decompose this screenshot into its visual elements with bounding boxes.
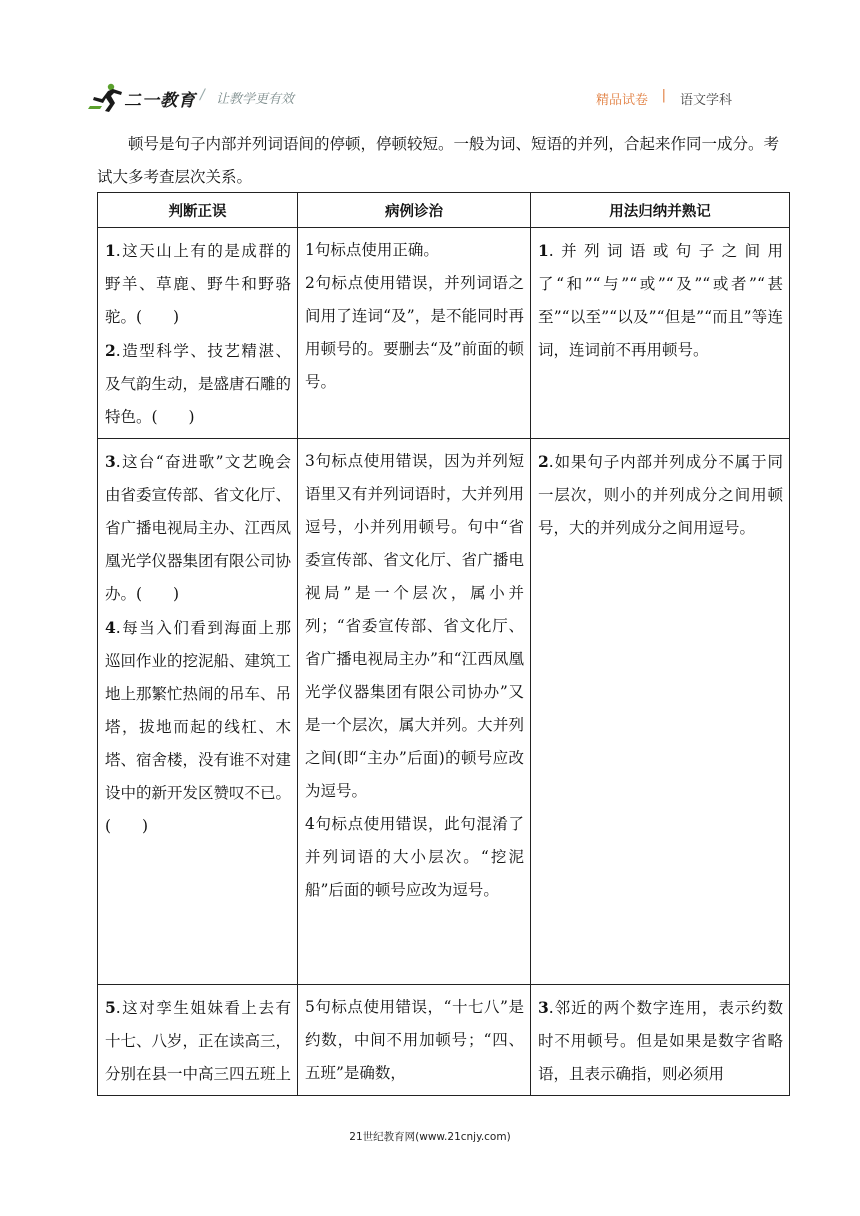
brand-name: 二一教育 xyxy=(124,91,196,111)
table-row xyxy=(98,228,790,439)
judge-item: 3.这台“奋进歌”文艺晚会由省委宣传部、省文化厅、省广播电视局主办、江西凤凰光学仪器集团有限公司协办。( ) xyxy=(105,452,292,603)
judge-item: 5.这对孪生姐妹看上去有十七、八岁，正在读高三，分别在县一中高三四五班上 xyxy=(105,998,292,1083)
judge-item: 1.这天山上有的是成群的野羊、草鹿、野牛和野骆驼。( ) xyxy=(105,241,291,326)
rule-cell xyxy=(531,439,790,985)
diagnosis-cell xyxy=(298,228,531,439)
diagnosis-item: 3句标点使用错误，因为并列短语里又有并列词语时，大并列用逗号，小并列用顿号。句中“省委宣传部、省文化厅、省广播电视局”是一个层次，属小并列；“省委宣传部、省文化厅、省广播电视局主办”和“江西凤凰光学仪器集团有限公司协办”又是一个层次，属大并列。大并列之间(即“主办”后面)的顿号应改为逗号。 xyxy=(305,452,524,800)
runner-logo-icon xyxy=(88,82,126,112)
table-row xyxy=(98,985,790,1096)
category-tag: 精品试卷 xyxy=(595,93,648,108)
tag-separator: | xyxy=(661,88,666,103)
rule-cell xyxy=(531,985,790,1096)
page-footer: 21世纪教育网(www.21cnjy.com) xyxy=(349,1131,511,1143)
rule-cell xyxy=(531,228,790,439)
diagnosis-item: 2句标点使用错误，并列词语之间用了连词“及”，是不能同时再用顿号的。要删去“及”前面的顿号。 xyxy=(305,274,524,391)
judge-item: 2.造型科学、技艺精湛、及气韵生动，是盛唐石雕的特色。( ) xyxy=(105,341,292,426)
page-header xyxy=(88,80,788,116)
diagnosis-item: 5句标点使用错误，“十七八”是约数，中间不用加顿号；“四、五班”是确数， xyxy=(305,998,524,1082)
header-judge: 判断正误 xyxy=(98,193,298,228)
diagnosis-item: 1句标点使用正确。 xyxy=(305,241,439,259)
header-rule: 用法归纳并熟记 xyxy=(531,193,790,228)
table-row xyxy=(98,439,790,985)
header-diagnosis: 病例诊治 xyxy=(298,193,531,228)
rule-item: 3.邻近的两个数字连用，表示约数时不用顿号。但是如果是数字省略语，且表示确指，则必须用 xyxy=(538,998,783,1083)
brand-slogan: 让教学更有效 xyxy=(216,92,295,107)
punctuation-table xyxy=(97,192,790,1096)
table-header-row xyxy=(98,193,790,228)
judge-cell xyxy=(98,228,298,439)
rule-item: 2.如果句子内部并列成分不属于同一层次，则小的并列成分之间用顿号，大的并列成分之间用逗号。 xyxy=(538,452,783,537)
judge-item: 4.每当入们看到海面上那巡回作业的挖泥船、建筑工地上那繁忙热闹的吊车、吊塔，拔地而起的线杠、木塔、宿舍楼，没有谁不对建设中的新开发区赞叹不已。( ) xyxy=(105,618,292,835)
rule-item: 1.并列词语或句子之间用了“和”“与”“或”“及”“或者”“甚至”“以至”“以及”“但是”“而且”等连词，连词前不再用顿号。 xyxy=(538,241,783,359)
diagnosis-cell xyxy=(298,985,531,1096)
intro-paragraph: 顿号是句子内部并列词语间的停顿，停顿较短。一般为词、短语的并列，合起来作同一成分。考试大多考查层次关系。 xyxy=(97,135,780,186)
judge-cell xyxy=(98,985,298,1096)
diagnosis-item: 4句标点使用错误，此句混淆了并列词语的大小层次。“挖泥船”后面的顿号应改为逗号。 xyxy=(305,815,524,899)
slogan-separator: / xyxy=(200,87,205,103)
subject-tag: 语文学科 xyxy=(679,93,732,108)
diagnosis-cell xyxy=(298,439,531,985)
judge-cell xyxy=(98,439,298,985)
